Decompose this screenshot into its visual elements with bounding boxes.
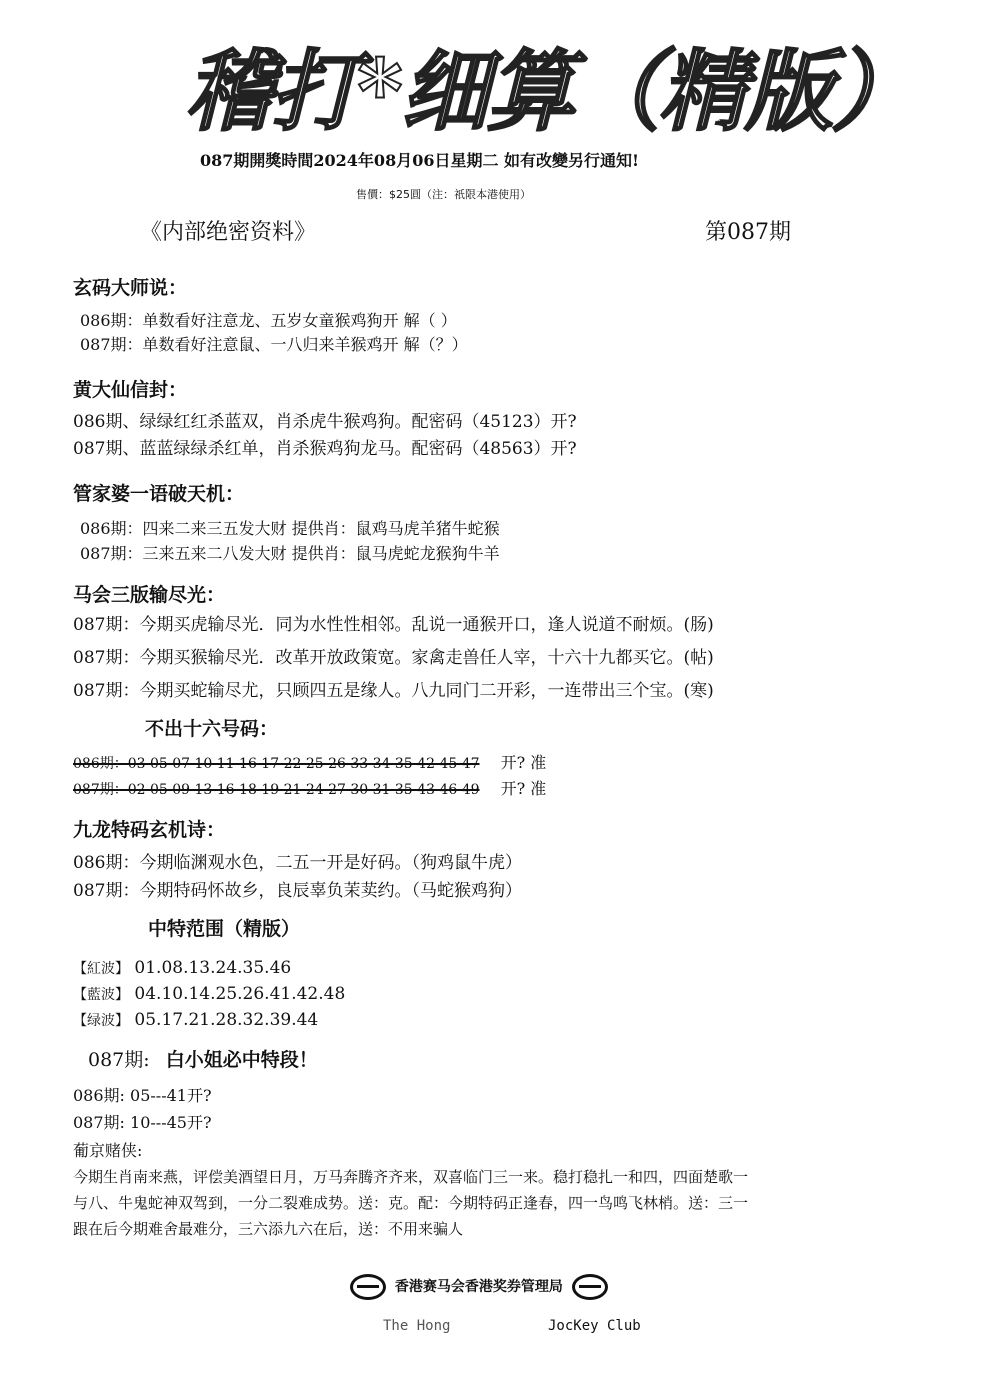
section-zhongte-title: 中特范围（精版）	[148, 918, 301, 940]
puduxia-line: 今期生肖南来燕，评偿美酒望日月，万马奔腾齐齐来，双喜临门三一来。稳打稳扎一和四，四面楚歌一	[73, 1168, 749, 1186]
buchu-row	[73, 750, 546, 773]
footer-org-row	[350, 1274, 608, 1300]
buchu-tail: 开? 准	[500, 779, 547, 798]
footer-en-right: JocKey Club	[548, 1318, 641, 1334]
footer-org: 香港赛马会香港奖券管理局	[394, 1279, 563, 1295]
bai-issue: 087期:	[88, 1049, 150, 1071]
puduxia-line: 与八、牛鬼蛇神双驾到，一分二裂难成势。送：克。配：今期特码正逢春，四一鸟鸣飞林梢。送：三一	[73, 1194, 749, 1212]
mahui-line: 087期：今期买虎输尽光．同为水性性相邻。乱说一通猴开口，逢人说道不耐烦。(肠)	[73, 615, 714, 635]
buchu-tail: 开? 准	[500, 753, 547, 772]
mahui-line: 087期：今期买猴输尽光．改革开放政策宽。家禽走兽任人宰，十六十九都买它。(帖)	[73, 648, 714, 668]
puduxia-line: 跟在后今期难舍最难分，三六添九六在后，送：不用来骗人	[73, 1220, 464, 1238]
zhongte-row	[73, 958, 291, 978]
masthead-title	[185, 22, 918, 143]
zhongte-row	[73, 1010, 318, 1030]
wave-tag-red: 【紅波】	[73, 961, 129, 977]
wave-numbers: 01.08.13.24.35.46	[134, 958, 292, 978]
huang-line: 086期、绿绿红红杀蓝双，肖杀虎牛猴鸡狗。配密码（45123）开?	[73, 412, 577, 432]
section-jiulong-title: 九龙特码玄机诗：	[73, 819, 226, 841]
xuanma-line: 086期：单数看好注意龙、五岁女童猴鸡狗开 解（ ）	[80, 311, 457, 330]
buchu-struck-numbers: 086期：03 05 07 10 11 16 17 22 25 26 33 34 35 42 45 47	[73, 756, 480, 772]
bai-text: 白小姐必中特段！	[165, 1049, 318, 1071]
jockey-logo-icon	[572, 1274, 608, 1300]
buchu-row	[73, 776, 546, 799]
guanjia-line: 087期：三来五来二八发大财 提供肖：鼠马虎蛇龙猴狗牛羊	[80, 544, 500, 563]
draw-notice: 087期開獎時間2024年08月06日星期二 如有改變另行通知!	[200, 151, 640, 170]
issue-number: 第087期	[705, 220, 791, 245]
section-guanjia-title: 管家婆一语破天机：	[73, 483, 245, 505]
wave-numbers: 05.17.21.28.32.39.44	[134, 1010, 319, 1030]
jiulong-line: 087期：今期特码怀故乡，良辰辜负茉荬约。（马蛇猴鸡狗）	[73, 881, 522, 901]
section-xuanma-title: 玄码大师说：	[73, 277, 188, 299]
section-buchu-title: 不出十六号码：	[145, 718, 279, 740]
zhongte-row	[73, 984, 345, 1004]
xuanma-line: 087期：单数看好注意鼠、一八归来羊猴鸡开 解（？）	[80, 335, 468, 354]
header-title: 《内部绝密资料》	[140, 220, 317, 245]
mahui-line: 087期：今期买蛇输尽尤，只顾四五是缘人。八九同门二开彩，一连带出三个宝。(寒)	[73, 681, 714, 701]
masthead-text: 稽打*细算（精版）	[185, 39, 918, 143]
bai-row	[88, 1045, 318, 1072]
footer-en-left: The Hong	[383, 1318, 451, 1334]
buchu-struck-numbers: 087期：02 05 09 13 16 18 19 21 24 27 30 31 35 43 46 49	[73, 782, 480, 798]
jiulong-line: 086期：今期临渊观水色，二五一开是好码。（狗鸡鼠牛虎）	[73, 853, 522, 873]
wave-numbers: 04.10.14.25.26.41.42.48	[134, 984, 346, 1004]
duan-line: 087期: 10---45开?	[73, 1113, 212, 1132]
duan-line: 086期: 05---41开?	[73, 1086, 212, 1105]
huang-line: 087期、蓝蓝绿绿杀红单，肖杀猴鸡狗龙马。配密码（48563）开?	[73, 439, 577, 459]
price-note: 售價：$25圓（注：祇限本港使用）	[356, 188, 531, 201]
jockey-logo-icon	[350, 1274, 386, 1300]
wave-tag-green: 【绿波】	[73, 1013, 129, 1029]
section-puduxia-title: 葡京赌侠:	[73, 1141, 143, 1160]
section-huang-title: 黄大仙信封：	[73, 379, 188, 401]
wave-tag-blue: 【藍波】	[73, 987, 129, 1003]
guanjia-line: 086期：四来二来三五发大财 提供肖：鼠鸡马虎羊猪牛蛇猴	[80, 519, 500, 538]
section-mahui-title: 马会三版输尽光：	[73, 584, 226, 606]
